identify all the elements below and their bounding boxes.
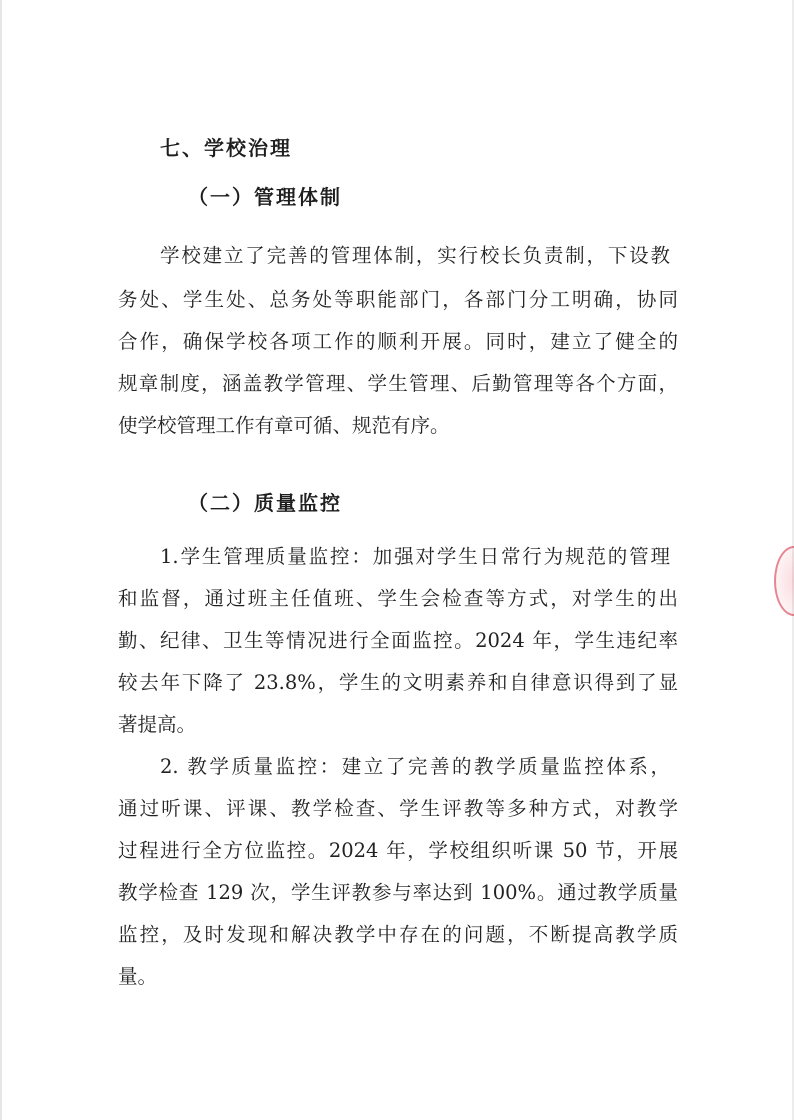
paragraph-line: 教学检查 129 次，学生评教参与率达到 100%。通过教学质量	[118, 881, 678, 904]
subsection-title-management: （一）管理体制	[188, 185, 342, 209]
paragraph-line: 过程进行全方位监控。2024 年，学校组织听课 50 节，开展	[118, 839, 678, 862]
paragraph-line: 著提高。	[118, 713, 197, 736]
paragraph-line: 合作，确保学校各项工作的顺利开展。同时，建立了健全的	[118, 330, 678, 353]
paragraph-line: 务处、学生处、总务处等职能部门，各部门分工明确，协同	[118, 288, 678, 311]
paragraph-line: 较去年下降了 23.8%，学生的文明素养和自律意识得到了显	[118, 671, 678, 694]
paragraph-line: 和监督，通过班主任值班、学生会检查等方式，对学生的出	[118, 587, 678, 610]
paragraph-line: 规章制度，涵盖教学管理、学生管理、后勤管理等各个方面，	[118, 372, 678, 395]
paragraph-line: 量。	[118, 965, 158, 988]
paragraph-line: 使学校管理工作有章可循、规范有序。	[118, 414, 450, 437]
section-title: 七、学校治理	[160, 136, 292, 160]
subsection-title-quality: （二）质量监控	[188, 491, 342, 515]
paragraph-line: 监控，及时发现和解决教学中存在的问题，不断提高教学质	[118, 923, 678, 946]
paragraph-line: 1.学生管理质量监控：加强对学生日常行为规范的管理	[160, 545, 670, 568]
page-edge-left	[0, 0, 2, 1120]
paragraph-line: 2. 教学质量监控：建立了完善的教学质量监控体系，	[160, 755, 670, 778]
paragraph-line: 勤、纪律、卫生等情况进行全面监控。2024 年，学生违纪率	[118, 629, 678, 652]
red-seal-stamp	[774, 546, 794, 616]
paragraph-line: 学校建立了完善的管理体制，实行校长负责制，下设教	[160, 244, 670, 267]
paragraph-line: 通过听课、评课、教学检查、学生评教等多种方式，对教学	[118, 797, 678, 820]
